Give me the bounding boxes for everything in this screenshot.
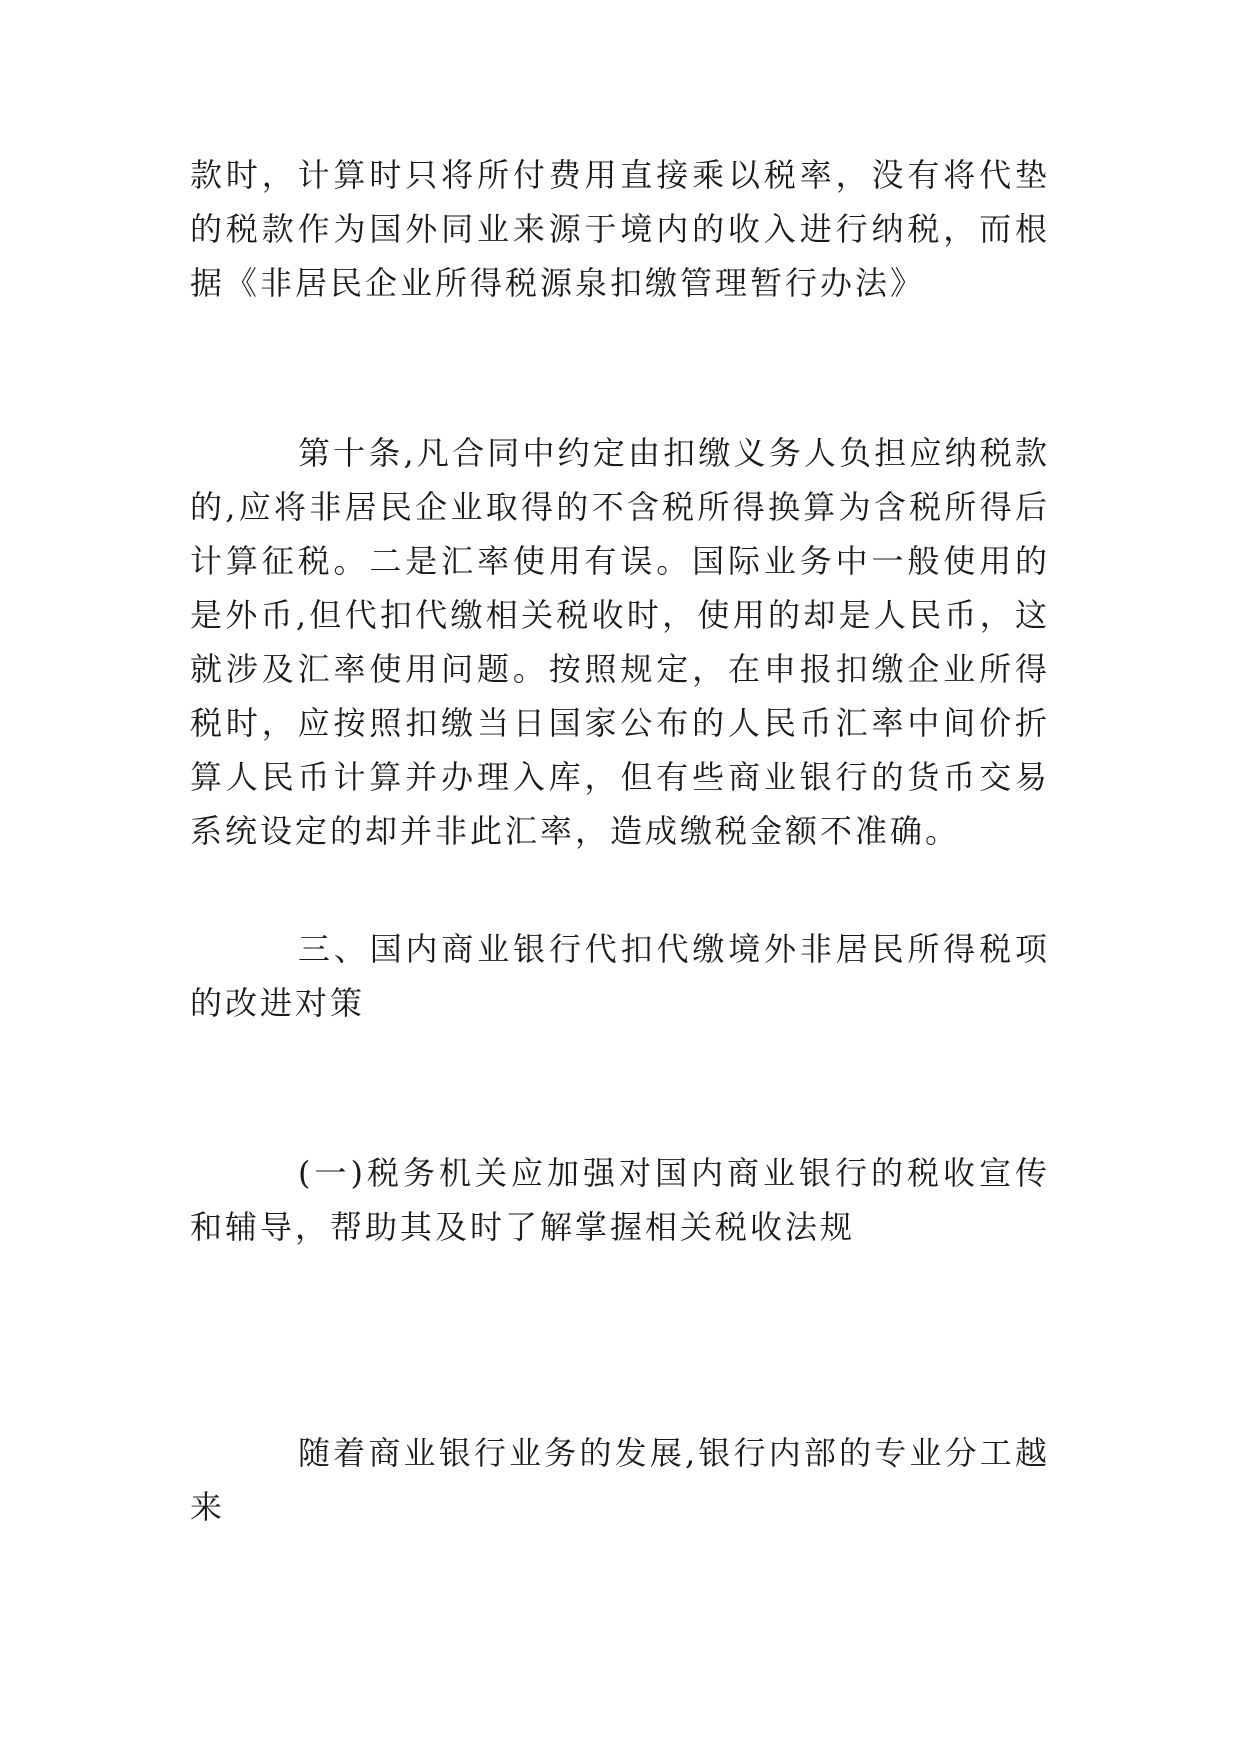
subsection-heading-tax-publicity: (一)税务机关应加强对国内商业银行的税收宣传和辅导，帮助其及时了解掌握相关税收法规 bbox=[190, 1154, 1050, 1246]
paragraph-article-ten: 第十条,凡合同中约定由扣缴义务人负担应纳税款的,应将非居民企业取得的不含税所得换算为含税所得后计算征税。二是汇率使用有误。国际业务中一般使用的是外币,但代扣代缴相关税收时，使用的却是人民币，这就涉及汇率使用问题。按照规定，在申报扣缴企业所得税时，应按照扣缴当日国家公布的人民币汇率中间价折算人民币计算并办理入库，但有些商业银行的货币交易系统设定的却并非此汇率，造成缴税金额不准确。 bbox=[190, 434, 1050, 850]
paragraph-continuation: 款时，计算时只将所付费用直接乘以税率，没有将代垫的税款作为国外同业来源于境内的收入进行纳税，而根据《非居民企业所得税源泉扣缴管理暂行办法》 bbox=[190, 156, 1050, 302]
paragraph-bank-development: 随着商业银行业务的发展,银行内部的专业分工越来 bbox=[190, 1434, 1050, 1526]
section-heading-improvement-measures: 三、国内商业银行代扣代缴境外非居民所得税项的改进对策 bbox=[190, 930, 1050, 1022]
